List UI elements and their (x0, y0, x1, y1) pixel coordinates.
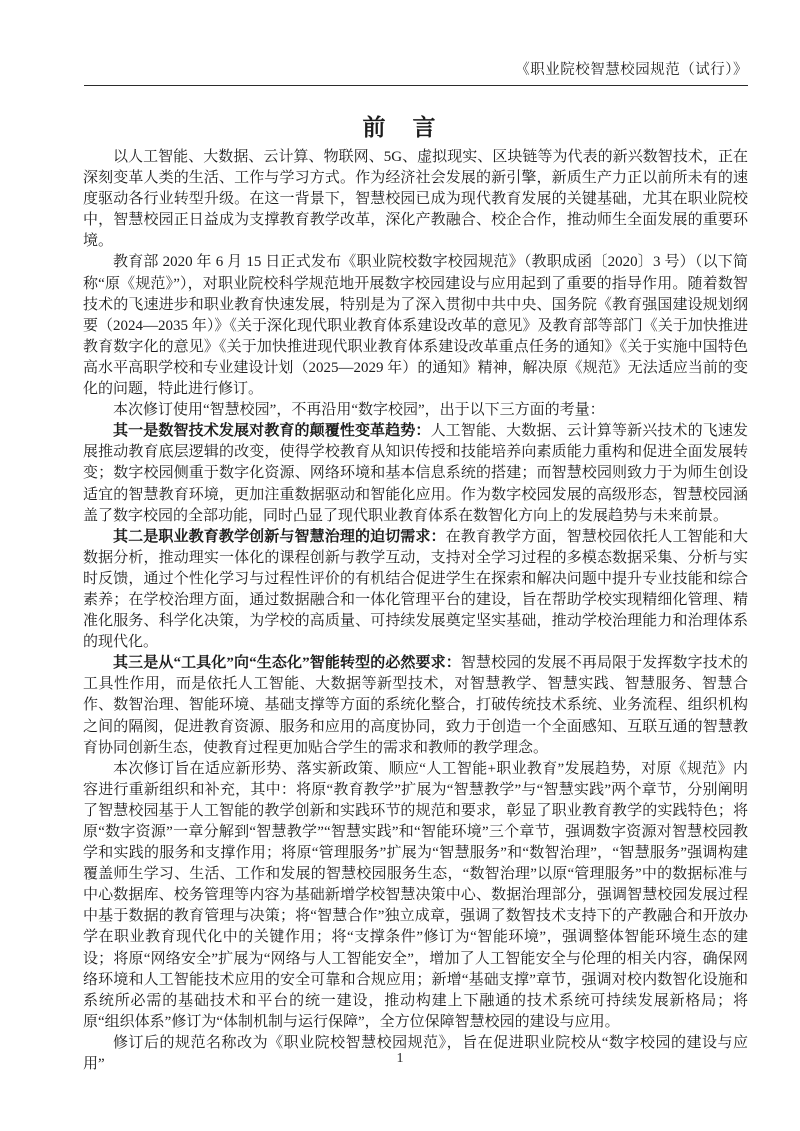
paragraph-reason-1 (83, 421, 748, 526)
paragraph-revision-details (83, 759, 748, 1033)
paragraph-intro (83, 147, 748, 252)
paragraph-text: 修订后的规范名称改为《职业院校智慧校园规范》，旨在促进职业院校从“数字校园的建设与应用” (83, 1034, 748, 1073)
paragraph-lead: 其三是从“工具化”向“生态化”智能转型的必然要求： (113, 655, 461, 672)
running-header (84, 58, 748, 86)
paragraph-lead: 其一是数智技术发展对教育的颠覆性变革趋势： (113, 423, 431, 440)
paragraph-text: 以人工智能、大数据、云计算、物联网、5G、虚拟现实、区块链等为代表的新兴数智技术，正在深刻变革人类的生活、工作与学习方式。作为经济社会发展的新引擎，新质生产力正以前所未有的速度驱动各行业转型升级。在这一背景下，智慧校园已成为现代教育发展的关键基础，尤其在职业院校中，智慧校园正日益成为支撑教育教学改革，深化产教融合、校企合作，推动师生全面发展的重要环境。 (83, 149, 748, 250)
paragraph-text: 本次修订旨在适应新形势、落实新政策、顺应“人工智能+职业教育”发展趋势，对原《规范》内容进行重新组织和补充，其中：将原“教育教学”扩展为“智慧教学”与“智慧实践”两个章节，分别阐明了智慧校园基于人工智能的教学创新和实践环节的规范和要求，彰显了职业教育教学的实践特色；将原“数字资源”一章分解到“智慧教学”“智慧实践”和“智能环境”三个章节，强调数字资源对智慧校园教学和实践的服务和支撑作用；将原“管理服务”扩展为“智慧服务”和“数智治理”，“智慧服务”强调构建覆盖师生学习、生活、工作和发展的智慧校园服务生态，“数智治理”以原“管理服务”中的数据标准与中心数据库、校务管理等内容为基础新增学校智慧决策中心、数据治理部分，强调智慧校园发展过程中基于数据的教育管理与决策；将“智慧合作”独立成章，强调了数智技术支持下的产教融合和开放办学在职业教育现代化中的关键作用；将“支撑条件”修订为“智能环境”，强调整体智能环境生态的建设；将原“网络安全”扩展为“网络与人工智能安全”，增加了人工智能安全与伦理的相关内容，确保网络环境和人工智能技术应用的安全可靠和合规应用；新增“基础支撑”章节，强调对校内数智化设施和系统所必需的基础技术和平台的统一建设，推动构建上下融通的技术系统可持续发展新格局；将原“组织体系”修订为“体制机制与运行保障”，全方位保障智慧校园的建设与应用。 (83, 760, 748, 1030)
paragraph-text: 教育部 2020 年 6 月 15 日正式发布《职业院校数字校园规范》（教职成函〔2020〕3 号）（以下简称“原《规范》”），对职业院校科学规范地开展数字校园建设与应用起到了重要的指导作用。随着数智技术的飞速进步和职业教育快速发展，特别是为了深入贯彻中共中央、国务院《教育强国建设规划纲要（2024—2035 年）》《关于深化现代职业教育体系建设改革的意见》及教育部等部门《关于加快推进教育数字化的意见》《关于加快推进现代职业教育体系建设改革重点任务的通知》《关于实施中国特色高水平高职学校和专业建设计划（2025—2029 年）的通知》精神，解决原《规范》无法适应当前的变化的问题，特此进行修订。 (83, 254, 748, 398)
page-title: 前 言 (362, 115, 438, 140)
running-header-title: 《职业院校智慧校园规范（试行）》 (515, 62, 748, 78)
paragraph-text: 在教育教学方面，智慧校园依托人工智能和大数据分析，推动理实一体化的课程创新与教学互动，支持对全学习过程的多模态数据采集、分析与实时反馈，通过个性化学习与过程性评价的有机结合促进学生在探索和解决问题中提升专业技能和综合素养；在学校治理方面，通过数据融合和一体化管理平台的建设，旨在帮助学校实现精细化管理、精准化服务、科学化决策，为学校的高质量、可持续发展奠定坚实基础，推动学校治理能力和治理体系的现代化。 (83, 528, 748, 651)
page-footer (0, 1051, 800, 1067)
paragraph-background (83, 252, 748, 400)
paragraph-reason-2 (83, 527, 748, 654)
paragraph-text: 本次修订使用“智慧校园”，不再沿用“数字校园”，出于以下三方面的考量： (113, 402, 605, 419)
paragraph-text: 智慧校园的发展不再局限于发挥数字技术的工具性作用，而是依托人工智能、大数据等新型技术，对智慧教学、智慧实践、智慧服务、智慧合作、数智治理、智能环境、基础支撑等方面的系统化整合，打破传统技术系统、业务流程、组织机构之间的隔阂，促进教育资源、服务和应用的高度协同，致力于创造一个全面感知、互联互通的智慧教育协同创新生态，使教育过程更加贴合学生的需求和教师的教学理念。 (83, 655, 748, 756)
document-body (83, 147, 748, 1075)
paragraph-text: 人工智能、大数据、云计算等新兴技术的飞速发展推动教育底层逻辑的改变，使得学校教育从知识传授和技能培养向素质能力重构和促进全面发展转变；数字校园侧重于数字化资源、网络环境和基本信息系统的搭建；而智慧校园则致力于为师生创设适宜的智慧教育环境，更加注重数据驱动和智能化应用。作为数字校园发展的高级形态，智慧校园涵盖了数字校园的全部功能，同时凸显了现代职业教育体系在数智化方向上的发展趋势与未来前景。 (83, 423, 748, 524)
paragraph-reason-3 (83, 653, 748, 758)
paragraph-rename-note (83, 400, 748, 421)
page-number: 1 (396, 1051, 404, 1066)
paragraph-lead: 其二是职业教育教学创新与智慧治理的迫切需求： (113, 528, 446, 545)
